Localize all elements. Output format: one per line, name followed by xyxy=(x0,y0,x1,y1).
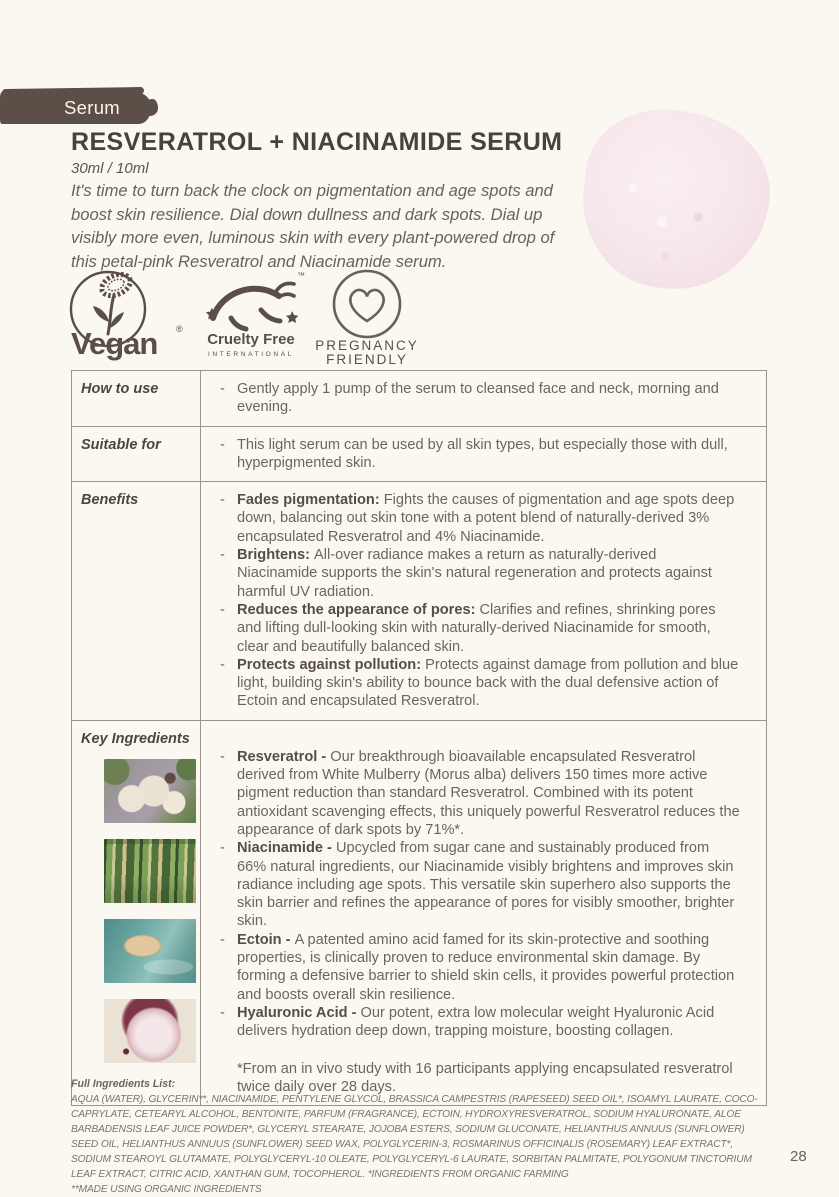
bullet-text: This light serum can be used by all skin types, but especially those with dull, hyperpigmented skin. xyxy=(237,436,728,471)
bullet-text: Fades pigmentation: Fights the causes of pigmentation and age spots deep down, balancing out skin tone with a potent blend of naturally-derived 3% encapsulated Resveratrol and 4% Niacinamide. xyxy=(237,492,735,545)
table-row-benefits xyxy=(72,481,766,720)
full-ingredients-list: AQUA (WATER), GLYCERIN**, NIACINAMIDE, PENTYLENE GLYCOL, BRASSICA CAMPESTRIS (RAPESEED) SEED OIL*, ISOAMYL LAURATE, COCO-CAPRYLATE, CETEARYL ALCOHOL, BENTONITE, PARFUM (FRAGRANCE), ECTOIN, HYDROXYRESVERATROL, SODIUM HYALURONATE, ALOE BARBADENSIS LEAF JUICE POWDER*, GLYCERYL STEARATE, JOJOBA ESTERS, SODIUM GLUCONATE, HELIANTHUS ANNUUS (SUNFLOWER) SEED OIL, HELIANTHUS ANNUUS (SUNFLOWER) SEED WAX, POLYGLYCERIN-3, ROSMARINUS OFFICINALIS (ROSEMARY) LEAF EXTRACT*, SODIUM STEAROYL GLUTAMATE, POLYGLYCERYL-10 OLEATE, POLYGLYCERYL-6 LAURATE, SORBITAN PALMITATE, POLYGONUM TINCTORIUM LEAF EXTRACT, CITRIC ACID, XANTHAN GUM, TOCOPHEROL. *INGREDIENTS FROM ORGANIC FARMING xyxy=(71,1094,758,1180)
bullet-dash: - xyxy=(220,656,225,673)
bullet-dash: - xyxy=(220,492,225,509)
hyaluronic-acid-drop-photo xyxy=(104,999,196,1063)
vegan-wordmark: Vegan xyxy=(71,326,158,361)
white-mulberry-photo xyxy=(104,759,196,823)
pregnancy-friendly-logo xyxy=(309,268,425,366)
row-label: Suitable for xyxy=(72,427,201,482)
bullet-item xyxy=(220,839,740,930)
full-ingredients-footer xyxy=(71,1078,770,1197)
tab-label: Serum xyxy=(64,97,120,118)
bullet-dash: - xyxy=(220,748,225,765)
row-label: How to use xyxy=(72,371,201,426)
friendly-label: FRIENDLY xyxy=(326,352,408,366)
table-row-suitable-for xyxy=(72,426,766,482)
leaping-bunny-icon xyxy=(201,268,305,364)
row-content xyxy=(201,721,766,1105)
bullet-dash: - xyxy=(220,381,225,397)
row-content xyxy=(201,482,766,720)
vegan-logo xyxy=(63,268,191,364)
international-label: INTERNATIONAL xyxy=(207,351,295,358)
bullet-dash: - xyxy=(220,436,225,453)
bullet-text: Hyaluronic Acid - Our potent, extra low molecular weight Hyaluronic Acid delivers hydration deep down, trapping moisture, boosting collagen. xyxy=(237,1004,715,1040)
cruelty-free-label: Cruelty Free xyxy=(207,331,295,348)
vegan-sunflower-icon xyxy=(63,268,191,364)
full-ingredients-title: Full Ingredients List: xyxy=(71,1078,176,1090)
row-label: Benefits xyxy=(72,482,201,720)
cruelty-free-logo xyxy=(201,268,305,364)
registered-mark: ® xyxy=(176,324,183,334)
bullet-dash: - xyxy=(220,601,225,618)
sugar-cane-photo xyxy=(104,839,196,903)
row-content xyxy=(201,427,766,482)
page-title: RESVERATROL + NIACINAMIDE SERUM xyxy=(71,128,563,156)
bullet-item xyxy=(220,931,740,1004)
product-info-table xyxy=(71,370,767,1106)
heart-circle-icon xyxy=(309,268,425,366)
study-footnote: *From an in vivo study with 16 participants applying encapsulated resveratrol twice daily over 28 days. xyxy=(237,1060,733,1095)
bullet-text: Gently apply 1 pump of the serum to cleansed face and neck, morning and evening. xyxy=(237,381,719,416)
bullet-item xyxy=(220,656,740,711)
bullet-item xyxy=(220,436,740,473)
bullet-text: Protects against pollution: Protects against damage from pollution and blue light, building skin's ability to bounce back with the dual defensive action of Ectoin and encapsulated Resveratrol. xyxy=(237,656,739,710)
organic-note: **MADE USING ORGANIC INGREDIENTS xyxy=(71,1184,262,1195)
row-label xyxy=(72,721,201,1105)
product-description: It's time to turn back the clock on pigmentation and age spots and boost skin resilience. Dial down dullness and dark spots. Dial up visibly more even, luminous skin with every plant-powered drop of this petal-pink Resveratrol and Niacinamide serum. xyxy=(71,181,555,272)
product-sizes: 30ml / 10ml xyxy=(71,160,149,177)
bullet-item xyxy=(220,601,740,656)
key-ingredients-list xyxy=(220,748,740,1041)
serum-drop-photo xyxy=(573,100,779,299)
page-number: 28 xyxy=(790,1148,807,1165)
bullet-dash: - xyxy=(220,547,225,564)
ectoin-water-photo xyxy=(104,919,196,983)
bullet-item xyxy=(220,546,740,601)
bullet-text: Reduces the appearance of pores: Clarifies and refines, shrinking pores and lifting dull-looking skin with naturally-derived Niacinamide for smooth, clear and beautifully balanced skin. xyxy=(237,601,716,655)
bullet-dash: - xyxy=(220,1004,225,1021)
pregnancy-label: PREGNANCY xyxy=(315,338,419,353)
key-ingredients-label: Key Ingredients xyxy=(81,730,190,747)
bullet-text: Resveratrol - Our breakthrough bioavailable encapsulated Resveratrol derived from White Mulberry (Morus alba) delivers 150 times more active pigment reduction than standard Resveratrol. Combined with its potent antioxidant scavenging effects, this uniquely powerful Resveratrol reduces the appearance of dark spots by 71%*. xyxy=(237,748,740,838)
bullet-item xyxy=(220,748,740,839)
serum-category-tab xyxy=(0,92,151,124)
bullet-text: Niacinamide - Upcycled from sugar cane and sustainably produced from 66% natural ingredients, our Niacinamide visibly brightens and improves skin radiance including age spots. This versatile skin superhero also supports the skin barrier and refines the appearance of pores for visibly smoother, brighter skin. xyxy=(237,840,735,930)
row-content xyxy=(201,371,766,426)
trademark-mark: ™ xyxy=(297,271,305,280)
bullet-item xyxy=(220,491,740,546)
bullet-item xyxy=(220,1004,740,1041)
bullet-dash: - xyxy=(220,931,225,948)
bullet-dash: - xyxy=(220,840,225,857)
bullet-text: Ectoin - A patented amino acid famed for its skin-protective and soothing properties, is clinically proven to reduce environmental skin damage. By forming a defensive barrier to shield skin cells, it provides powerful protection and boosts overall skin resilience. xyxy=(237,931,735,1003)
table-row-how-to-use xyxy=(72,371,766,426)
bullet-item xyxy=(220,380,740,417)
table-row-key-ingredients xyxy=(72,720,766,1105)
bullet-text: Brightens: All-over radiance makes a return as naturally-derived Niacinamide supports the skin's natural regeneration and protects against harmful UV radiation. xyxy=(237,547,712,600)
